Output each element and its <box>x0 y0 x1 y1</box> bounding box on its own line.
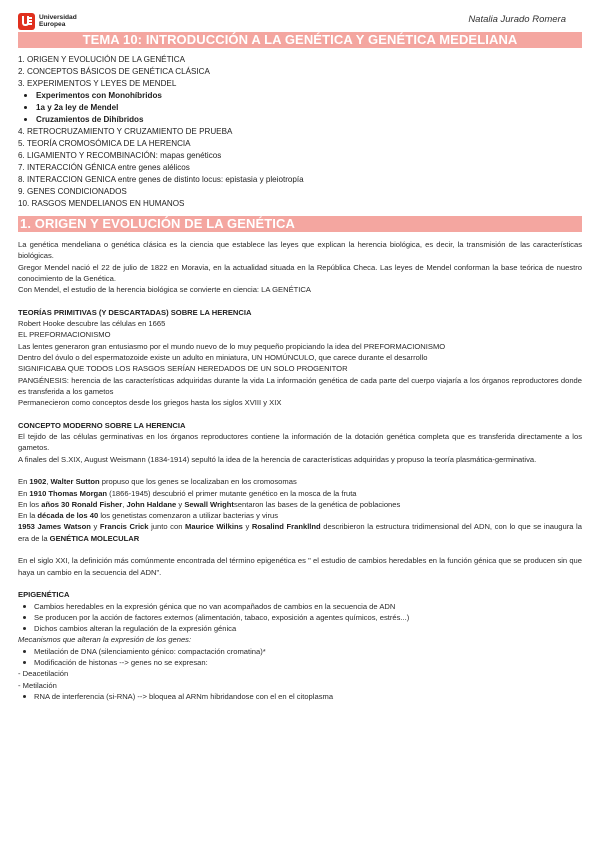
toc-item: 7. INTERACCIÓN GÉNICA entre genes alélicos <box>18 163 190 172</box>
bullet-item: Se producen por la acción de factores externos (alimentación, tabaco, exposición a agentes químicos, estrés...) <box>18 612 582 623</box>
text-line: EL PREFORMACIONISMO <box>18 330 111 340</box>
text-paragraph: A finales del S.XIX, August Weismann (1834-1914) sepultó la idea de la herencia de características adquiridas y propuso la teoría plasmática-germinativa. <box>18 454 537 464</box>
history-line: En 1902, Walter Sutton propuso que los genes se localizaban en los cromosomas <box>18 477 297 487</box>
toc-item: 6. LIGAMIENTO Y RECOMBINACIÓN: mapas genéticos <box>18 151 222 160</box>
toc-item: 5. TEORÍA CROMOSÓMICA DE LA HERENCIA <box>18 139 191 148</box>
modern-concept-heading: CONCEPTO MODERNO SOBRE LA HERENCIA <box>18 420 186 430</box>
text-line: Robert Hooke descubre las células en 1665 <box>18 319 166 329</box>
bullet-item: Modificación de histonas --> genes no se expresan: <box>18 657 582 668</box>
dash-item: - Metilación <box>18 680 57 690</box>
text-line: Permanecieron como conceptos desde los griegos hasta los siglos XVIII y XIX <box>18 398 282 408</box>
bullet-item: Cambios heredables en la expresión génica que no van acompañados de cambios en la secuencia de ADN <box>18 601 582 612</box>
intro-paragraph: Gregor Mendel nació el 22 de julio de 1822 en Moravia, en la actualidad situada en la República Checa. Las leyes de Mendel conforman la base teórica de nuestro conocimiento de la Genética. <box>18 262 582 283</box>
author-name: Natalia Jurado Romera <box>468 14 566 25</box>
intro-paragraph: La genética mendeliana o genética clásica es la ciencia que establece las leyes que explican la herencia biológica, es decir, la transmisión de las características biológicas. <box>18 240 582 261</box>
bullet-icon <box>24 118 27 121</box>
mechanisms-label: Mecanismos que alteran la expresión de los genes: <box>18 635 192 645</box>
table-of-contents <box>18 54 582 210</box>
text-line: PANGÉNESIS: herencia de las características adquiridas durante la vida La información genética de cada parte del cuerpo viajaría a los órganos reproductores donde es transferida a los gametos <box>18 375 582 396</box>
primitive-theories-heading: TEORÍAS PRIMITIVAS (Y DESCARTADAS) SOBRE LA HERENCIA <box>18 307 252 317</box>
toc-subitem-label: Cruzamientos de Dihíbridos <box>36 115 144 124</box>
history-line: 1953 James Watson y Francis Crick junto con Maurice Wilkins y Rosalind Frankllnd describieron la estructura tridimensional del ADN, con lo que se inaugura la era de la GENÉTICA MOLECULAR <box>18 522 582 543</box>
university-logo-text <box>39 14 77 28</box>
dash-item: - Deacetilación <box>18 669 69 679</box>
intro-paragraph: Con Mendel, el estudio de la herencia biológica se convierte en ciencia: LA GENÉTICA <box>18 285 311 295</box>
logo-line-1: Universidad <box>39 14 77 21</box>
bullet-item: RNA de interferencia (si-RNA) --> bloquea al ARNm hibridandose con el en el citoplasma <box>18 691 582 702</box>
history-line: En la década de los 40 los genetistas comenzaron a utilizar bacterias y virus <box>18 511 279 521</box>
toc-item: 9. GENES CONDICIONADOS <box>18 187 127 196</box>
bullet-item: Dichos cambios alteran la regulación de la expresión génica <box>18 623 582 634</box>
bullet-icon <box>24 94 27 97</box>
text-line: SIGNIFICABA QUE TODOS LOS RASGOS SERÍAN HEREDADOS DE UN SOLO PROGENITOR <box>18 364 348 374</box>
epigenetics-heading: EPIGENÉTICA <box>18 590 70 600</box>
university-logo-icon <box>18 13 35 30</box>
text-paragraph: El tejido de las células germinativas en los órganos reproductores contiene la información de la dotación genética completa que es transferida directamente a los gametos. <box>18 432 582 453</box>
page-header <box>18 10 582 32</box>
toc-subitem <box>18 114 582 126</box>
logo-line-2: Europea <box>39 21 66 28</box>
toc-item: 4. RETROCRUZAMIENTO Y CRUZAMIENTO DE PRUEBA <box>18 127 233 136</box>
text-line: Dentro del óvulo o del espermatozoide existe un adulto en miniatura, UN HOMÚNCULO, que carece durante el desarrollo <box>18 352 428 362</box>
history-line: En 1910 Thomas Morgan (1866-1945) descubrió el primer mutante genético en la mosca de la fruta <box>18 488 357 498</box>
bullet-icon <box>24 106 27 109</box>
toc-item: 10. RASGOS MENDELIANOS EN HUMANOS <box>18 199 185 208</box>
text-line: Las lentes generaron gran entusiasmo por el mundo nuevo de lo muy pequeño propiciando la idea del PREFORMACIONISMO <box>18 341 446 351</box>
section-1-body <box>18 239 582 702</box>
university-logo <box>18 10 77 32</box>
epigenetics-definition: En el siglo XXI, la definición más comúnmente encontrada del término epigenética es " el estudio de cambios heredables en la función génica que se producen sin que haya un cambio en la secuencia del ADN". <box>18 556 582 577</box>
toc-item: 3. EXPERIMENTOS Y LEYES DE MENDEL <box>18 79 177 88</box>
bullet-item: Metilación de DNA (silenciamiento génico: compactación cromatina)* <box>18 646 582 657</box>
toc-item: 1. ORIGEN Y EVOLUCIÓN DE LA GENÉTICA <box>18 55 186 64</box>
history-line: En los años 30 Ronald Fisher, John Haldane y Sewall Wrightsentaron las bases de la genética de poblaciones <box>18 499 401 509</box>
section-1-banner: 1. ORIGEN Y EVOLUCIÓN DE LA GENÉTICA <box>18 216 582 232</box>
toc-item: 8. INTERACCION GENICA entre genes de distinto locus: epistasia y pleiotropía <box>18 175 304 184</box>
title-banner: TEMA 10: INTRODUCCIÓN A LA GENÉTICA Y GENÉTICA MEDELIANA <box>18 32 582 48</box>
toc-subitem <box>18 102 582 114</box>
toc-subitem-label: Experimentos con Monohíbridos <box>36 91 162 100</box>
toc-subitem-label: 1a y 2a ley de Mendel <box>36 103 119 112</box>
toc-item: 2. CONCEPTOS BÁSICOS DE GENÉTICA CLÁSICA <box>18 67 210 76</box>
toc-subitem <box>18 90 582 102</box>
